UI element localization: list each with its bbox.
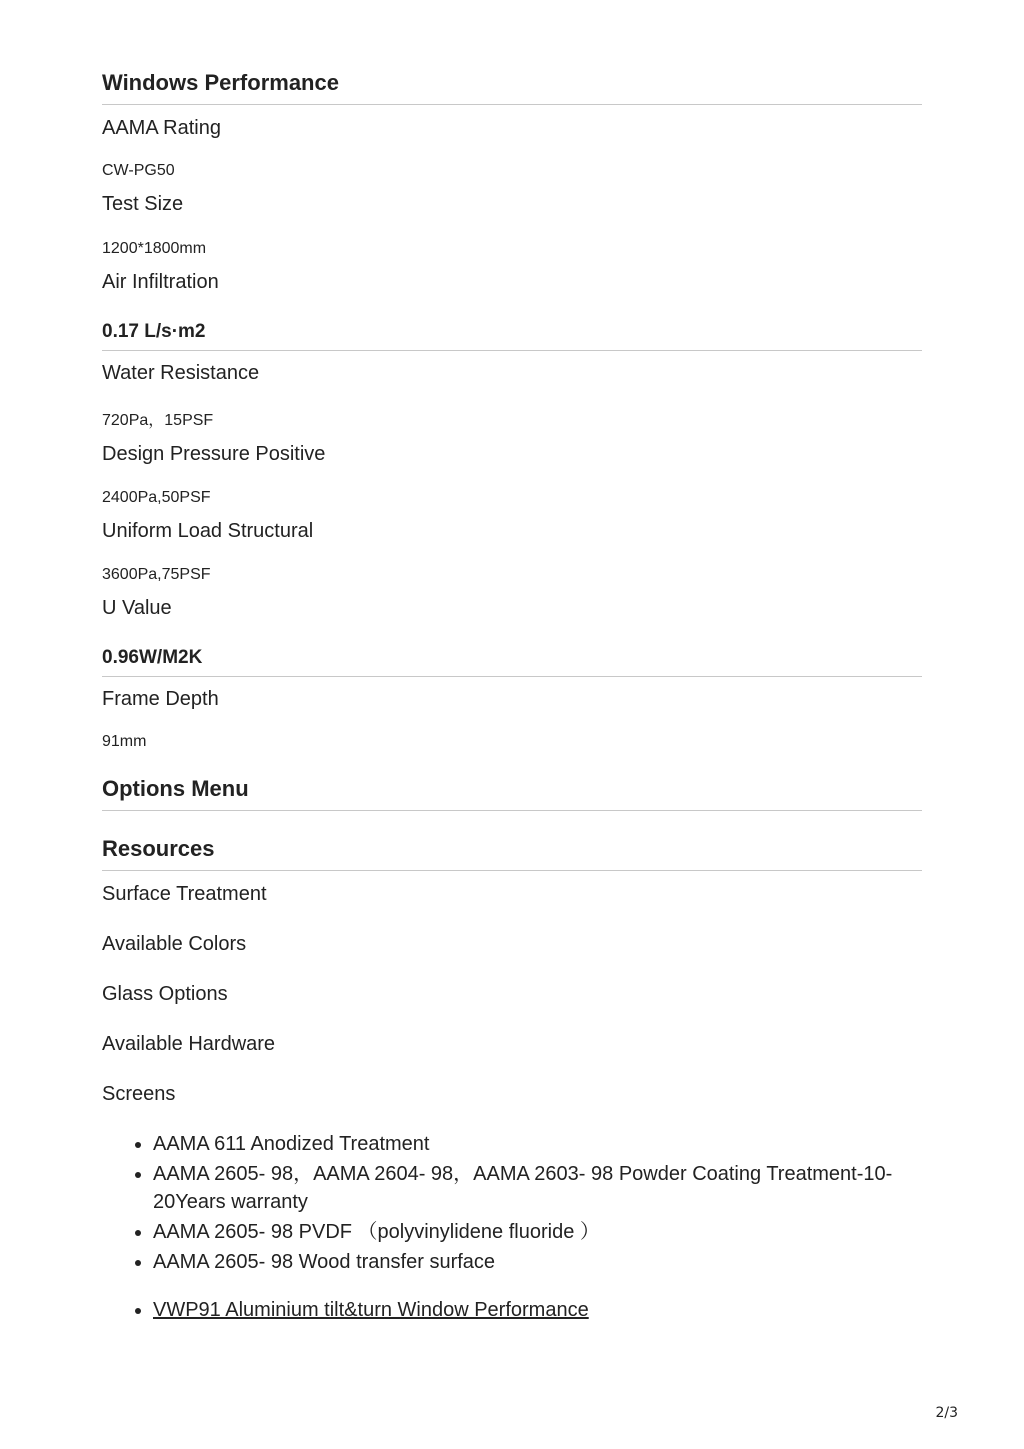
spec-value-test-size: 1200*1800mm [102,240,207,257]
spec-label-test-size: Test Size [102,193,184,215]
page-number: 2/3 [935,1405,958,1421]
list-item [153,1296,922,1324]
list-item: • AAMA 2605- 98 PVDF （polyvinylidene fluoride ） [153,1218,922,1246]
section-title-windows-performance: Windows Performance [102,70,922,105]
spec-label-design-pressure: Design Pressure Positive [102,443,326,465]
list-item: • AAMA 2605- 98 Wood transfer surface [153,1248,922,1276]
spec-label-u-value: U Value [102,597,172,619]
list-item: • AAMA 611 Anodized Treatment [153,1130,922,1158]
spec-value-aama-rating: CW-PG50 [102,162,175,179]
list-item: • AAMA 2605- 98，AAMA 2604- 98，AAMA 2603- 98 Powder Coating Treatment-10-20Years warranty [153,1160,922,1216]
spec-value-design-pressure: 2400Pa,50PSF [102,489,211,506]
spec-value-water-resistance: 720Pa，15PSF [102,412,214,429]
section-title-options-menu: Options Menu [102,776,922,811]
section-title-resources: Resources [102,836,922,871]
resource-item-surface-treatment: Surface Treatment [102,883,267,905]
related-links-list [102,1296,922,1324]
document-body [102,70,922,1324]
resource-item-screens: Screens [102,1083,176,1105]
resource-item-glass-options: Glass Options [102,983,228,1005]
spec-value-air-infiltration: 0.17 L/s·m2 [102,321,922,351]
spec-value-frame-depth: 91mm [102,733,147,750]
resource-item-available-colors: Available Colors [102,933,247,955]
spec-label-uniform-load: Uniform Load Structural [102,520,314,542]
performance-link[interactable]: VWP91 Aluminium tilt&turn Window Performance [153,1299,589,1321]
resource-item-available-hardware: Available Hardware [102,1033,276,1055]
spec-label-water-resistance: Water Resistance [102,362,260,384]
spec-value-u-value: 0.96W/M2K [102,647,922,677]
spec-label-aama-rating: AAMA Rating [102,117,221,139]
spec-label-air-infiltration: Air Infiltration [102,271,219,293]
spec-label-frame-depth: Frame Depth [102,688,219,710]
surface-treatment-list [102,1130,922,1276]
spec-value-uniform-load: 3600Pa,75PSF [102,566,211,583]
